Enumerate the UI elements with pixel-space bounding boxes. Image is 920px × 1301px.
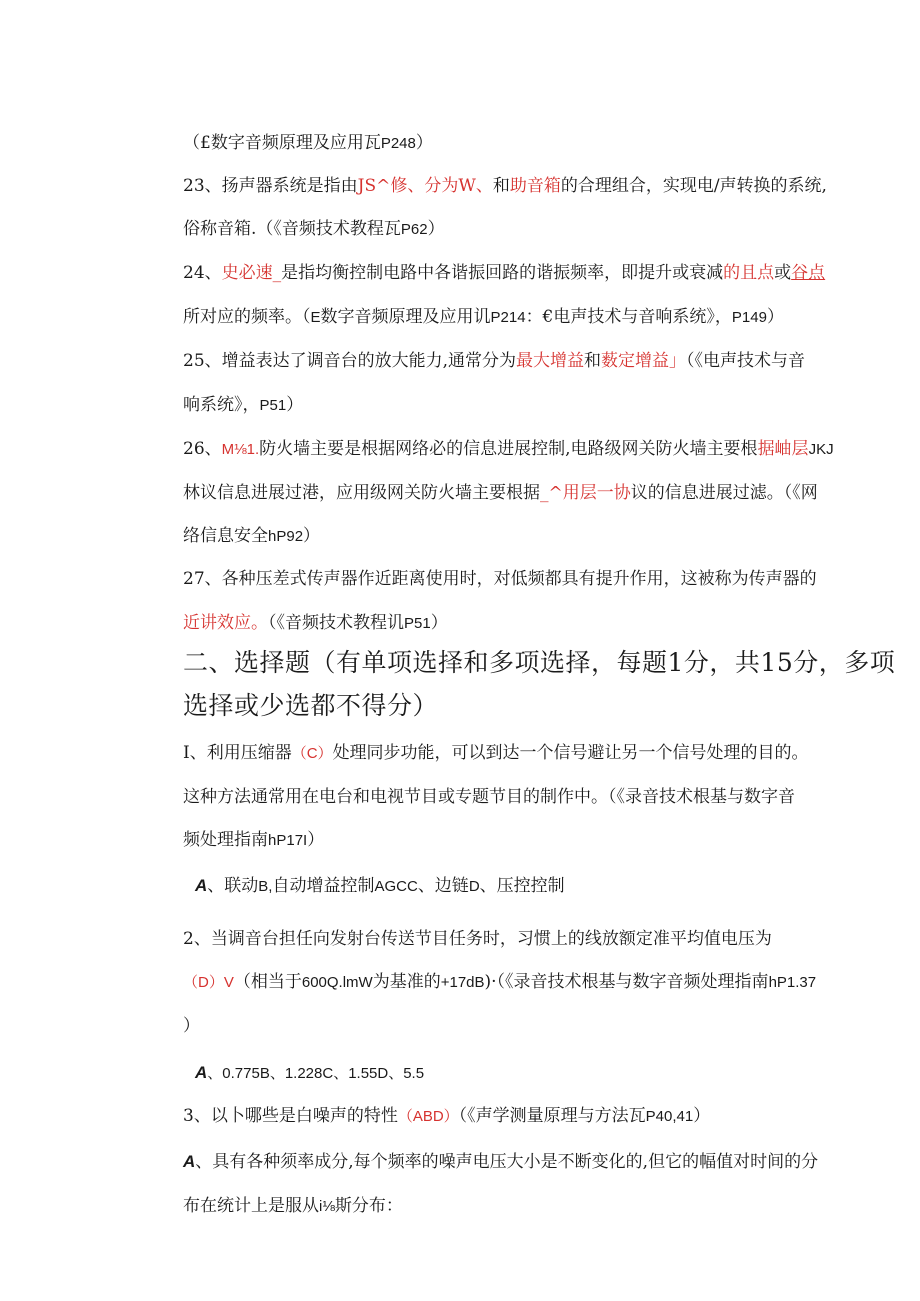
choice-3-option-a-line-1: A、具有各种须率成分,每个频率的噪声电压大小是不断变化的,但它的幅值对时间的分 [183, 1152, 819, 1172]
answer-blank: 近讲效应。 [183, 613, 268, 633]
question-26-line-2: 林议信息进展过港，应用级网关防火墙主要根据_^用层一协议的信息进展过滤。（《网 [183, 483, 818, 503]
question-26-line-3: 络信息安全hP92） [183, 526, 321, 546]
answer-blank: _^用层一协 [540, 483, 631, 503]
choice-1-line-2: 这种方法通常用在电台和电视节目或专题节目的制作中。（《录音技术根基与数字音 [183, 787, 795, 807]
question-27-line-1: 27、各种压差式传声器作近距离使用时，对低频都具有提升作用，这被称为传声器的 [183, 569, 817, 589]
answer-blank: （D） [183, 974, 224, 991]
answer-blank: 助音箱 [509, 176, 561, 196]
answer-blank: 最大增益 [516, 351, 585, 371]
choice-2-line-1: 2、当调音台担任向发射台传送节目任务时，习惯上的线放额定准平均值电压为 [183, 929, 772, 949]
answer-blank: 史必速_ [221, 263, 282, 283]
answer-blank: JS^修、分为W、 [357, 176, 493, 196]
section-heading-line-2: 选择或少选都不得分） [183, 691, 439, 720]
choice-1-line-3: 频处理指南hP17I） [183, 830, 325, 850]
question-27-line-2: 近讲效应。（《音频技术教程讥P51） [183, 613, 448, 633]
question-24-line-2: 所对应的频率。（E数字音频原理及应用讥P214：€电声技术与音响系统》，P149） [183, 307, 784, 327]
choice-2-line-2: （D）V（相当于600Q.lmW为基准的+17dB)·（《录音技术根基与数字音频处理指南hP1.37 [183, 972, 817, 992]
answer-blank: 薮定增益」 [601, 351, 687, 371]
answer-blank: （ABD） [397, 1108, 459, 1125]
question-25-line-1: 25、增益表达了调音台的放大能力,通常分为最大增益和薮定增益」（《电声技术与音 [183, 351, 806, 371]
choice-2-options: A、0.775B、1.228C、1.55D、5.5 [195, 1063, 425, 1082]
choice-3-line-1: 3、以卜哪些是白噪声的特性（ABD）（《声学测量原理与方法瓦P40,41） [183, 1106, 711, 1126]
section-heading-line-1: 二、选择题（有单项选择和多项选择，每题1分，共15分，多项 [183, 648, 896, 677]
answer-blank: 谷点 [791, 263, 826, 283]
question-26-line-1: 26、M⅛1.防火墙主要是根据网络必的信息进展控制,电路级网关防火墙主要根据岫层JKJ [183, 439, 834, 459]
question-23-line-1: 23、扬声器系统是指由JS^修、分为W、和助音箱的合理组合，实现电/声转换的系统, [183, 176, 827, 196]
question-25-line-2: 响系统》，P51） [183, 395, 304, 415]
question-23-line-2: 俗称音箱.（《音频技术教程瓦P62） [183, 219, 445, 239]
question-24-line-1: 24、史必速_是指均衡控制电路中各谐振回路的谐振频率，即提升或衰减的且点或谷点 [183, 263, 826, 283]
answer-blank: 据岫层 [757, 439, 809, 459]
reference-line-1: （£数字音频原理及应用瓦P248） [183, 133, 433, 153]
choice-1-line-1: I、利用压缩器（C）处理同步功能，可以到达一个信号避让另一个信号处理的目的。 [183, 743, 809, 763]
answer-blank: （C） [291, 745, 333, 762]
choice-1-options: A、联动B,自动增益控制AGCC、边链D、压控控制 [195, 876, 565, 896]
answer-blank: 的且点 [723, 263, 775, 283]
choice-3-option-a-line-2: 布在统计上是服从i⅛斯分布： [183, 1196, 403, 1216]
answer-blank: M⅛1. [221, 441, 260, 458]
choice-2-line-3: ） [183, 1016, 200, 1036]
